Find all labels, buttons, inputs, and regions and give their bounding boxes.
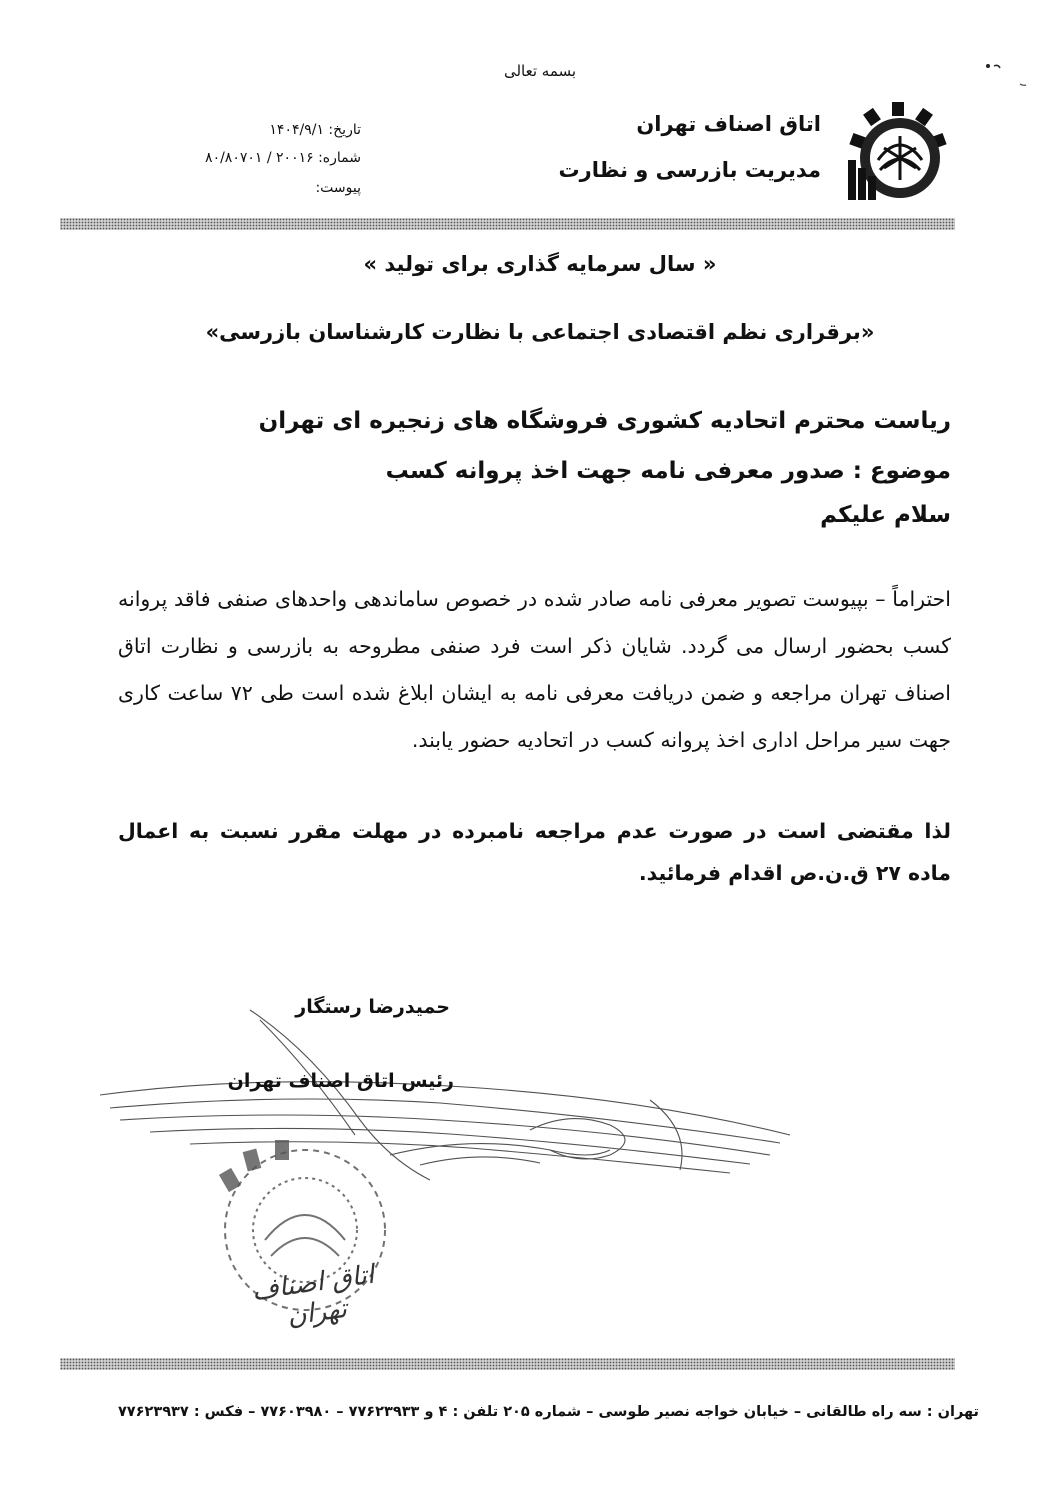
- organization-name: اتاق اصناف تهران: [636, 112, 821, 136]
- signer-title: رئیس اتاق اصناف تهران: [227, 1070, 454, 1092]
- year-slogan: « سال سرمایه گذاری برای تولید »: [363, 252, 717, 276]
- scan-mark: [980, 58, 1030, 98]
- handwritten-signature: [90, 990, 810, 1320]
- footer-address: تهران : سه راه طالقانی – خیابان خواجه نصیر طوسی – شماره ۲۰۵ تلفن : ۴ و ۷۷۶۲۳۹۳۳ – ۷۷۶۰۳۹۸۰ – فکس : ۷۷۶۲۳۹۳۷: [117, 1404, 979, 1420]
- chamber-logo-icon: [848, 100, 948, 204]
- inspection-slogan: «برقراری نظم اقتصادی اجتماعی با نظارت کارشناسان بازرسی»: [205, 320, 875, 344]
- letter-body: احتراماً – بپیوست تصویر معرفی نامه صادر شده در خصوص ساماندهی واحدهای صنفی فاقد پروانه کسب بحضور ارسال می گردد. شایان ذکر است فرد صنفی مطروحه به بازرسی و نظارت اتاق اصناف تهران مراجعه و ضمن دریافت معرفی نامه به ایشان ابلاغ شده است طی ۷۲ ساعت کاری جهت سیر مراحل اداری اخذ پروانه کسب در اتحادیه حضور یابند.: [118, 587, 951, 752]
- number-line: [205, 150, 361, 166]
- signer-name: حمیدرضا رستگار: [295, 996, 450, 1018]
- department-name: مدیریت بازرسی و نظارت: [558, 158, 821, 182]
- stamp-text: اتاق اصناف تهران: [250, 1259, 376, 1332]
- date-line: [269, 122, 361, 138]
- date-value: ۱۴۰۴/۹/۱: [269, 122, 324, 138]
- subject: موضوع : صدور معرفی نامه جهت اخذ پروانه کسب: [385, 458, 951, 484]
- header-divider: [60, 218, 955, 230]
- number-label: شماره:: [318, 150, 361, 166]
- recipient: ریاست محترم اتحادیه کشوری فروشگاه های زنجیره ای تهران: [258, 408, 951, 434]
- number-value: ۲۰۰۱۶ / ۸۰/۸۰۷۰۱: [205, 150, 314, 166]
- greeting: سلام علیکم: [820, 502, 951, 528]
- footer-divider: [60, 1358, 955, 1370]
- bismillah: بسمه تعالی: [503, 62, 577, 80]
- letter-body-emphasis: لذا مقتضی است در صورت عدم مراجعه نامبرده در مهلت مقرر نسبت به اعمال ماده ۲۷ ق.ن.ص اقدام فرمائید.: [118, 819, 951, 885]
- attachment-label: پیوست:: [315, 180, 361, 196]
- attachment-line: [315, 180, 361, 196]
- date-label: تاریخ:: [328, 122, 361, 138]
